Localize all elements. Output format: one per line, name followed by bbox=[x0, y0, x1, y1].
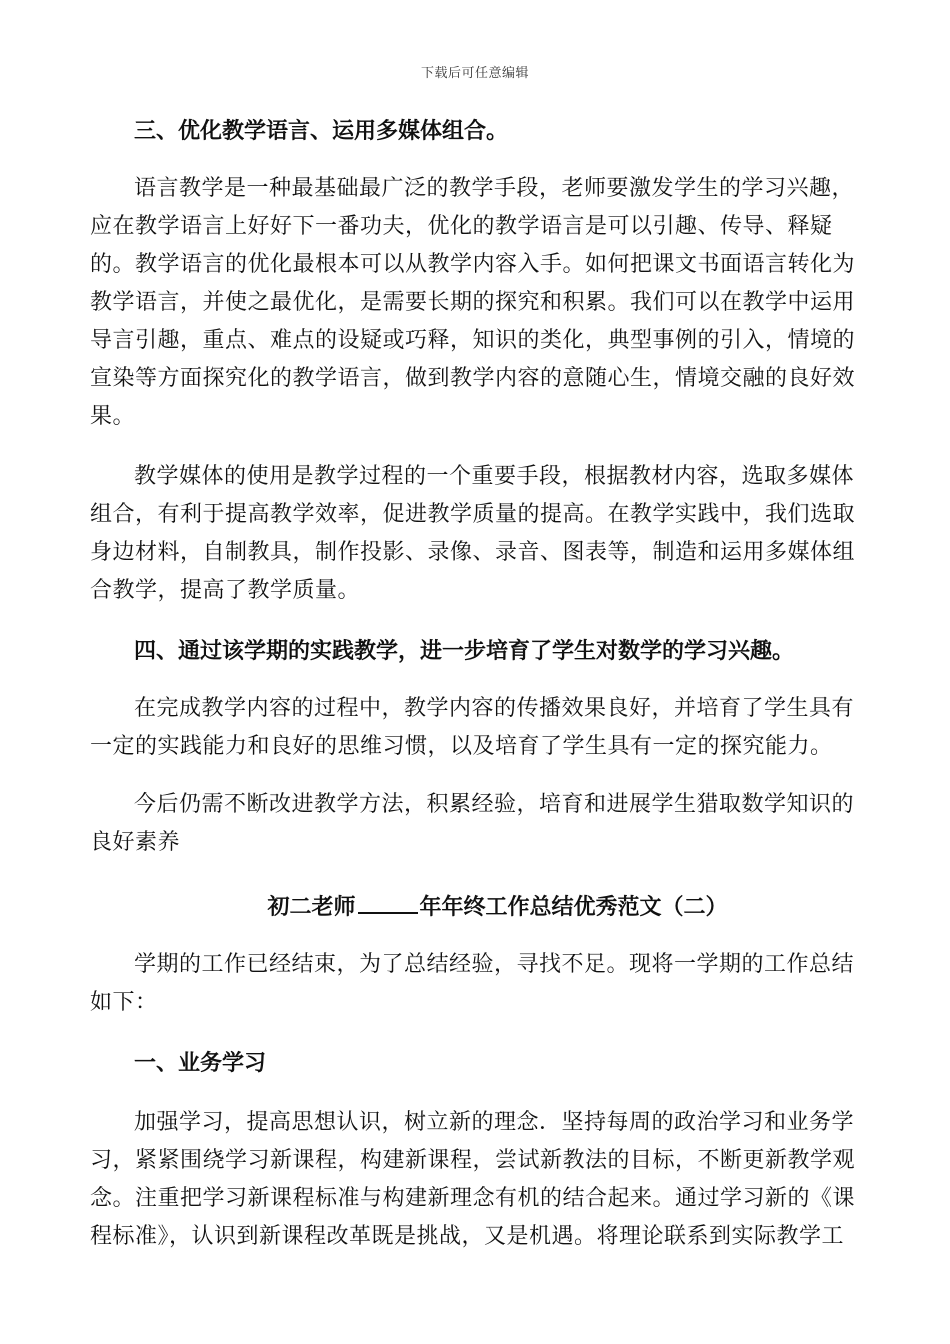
article-2-section-1-paragraph: 加强学习，提高思想认识，树立新的理念．坚持每周的政治学习和业务学习，紧紧围绕学习新课程，构建新课程，尝试新教法的目标，不断更新教学观念。注重把学习新课程标准与构建新理念有机的结合起来。通过学习新的《课程标准》，认识到新课程改革既是挑战，又是机遇。将理论联系到实际教学工 bbox=[90, 1110, 856, 1249]
title-suffix: 年年终工作总结优秀范文（二） bbox=[419, 894, 728, 920]
section-4-paragraph-2: 今后仍需不断改进教学方法，积累经验，培育和进展学生猎取数学知识的良好素养 bbox=[90, 792, 855, 855]
title-blank-underline bbox=[358, 888, 418, 914]
section-4-paragraph-1: 在完成教学内容的过程中，教学内容的传播效果良好，并培育了学生具有一定的实践能力和良好的思维习惯，以及培育了学生具有一定的探究能力。 bbox=[90, 696, 855, 759]
page-header-note: 下载后可任意编辑 bbox=[420, 66, 529, 81]
article-2-section-1-heading: 一、业务学习 bbox=[134, 1050, 267, 1076]
article-2-intro: 学期的工作已经结束，为了总结经验，寻找不足。现将一学期的工作总结如下： bbox=[90, 952, 855, 1015]
section-3-paragraph-2: 教学媒体的使用是教学过程的一个重要手段，根据教材内容，选取多媒体组合，有利于提高教学效率，促进教学质量的提高。在教学实践中，我们选取身边材料，自制教具，制作投影、录像、录音、图表等，制造和运用多媒体组合教学，提高了教学质量。 bbox=[90, 464, 856, 603]
article-2-title bbox=[90, 888, 865, 926]
title-prefix: 初二老师 bbox=[267, 894, 356, 920]
section-3-heading: 三、优化教学语言、运用多媒体组合。 bbox=[134, 118, 509, 144]
section-4-heading: 四、通过该学期的实践教学，进一步培育了学生对数学的学习兴趣。 bbox=[134, 638, 795, 664]
document-body bbox=[90, 112, 865, 1256]
section-3-paragraph-1: 语言教学是一种最基础最广泛的教学手段，老师要激发学生的学习兴趣，应在教学语言上好好下一番功夫，优化的教学语言是可以引趣、传导、释疑的。教学语言的优化最根本可以从教学内容入手。如何把课文书面语言转化为教学语言，并使之最优化，是需要长期的探究和积累。我们可以在教学中运用导言引趣，重点、难点的设疑或巧释，知识的类化，典型事例的引入，情境的宣染等方面探究化的教学语言，做到教学内容的意随心生，情境交融的良好效果。 bbox=[90, 176, 856, 429]
